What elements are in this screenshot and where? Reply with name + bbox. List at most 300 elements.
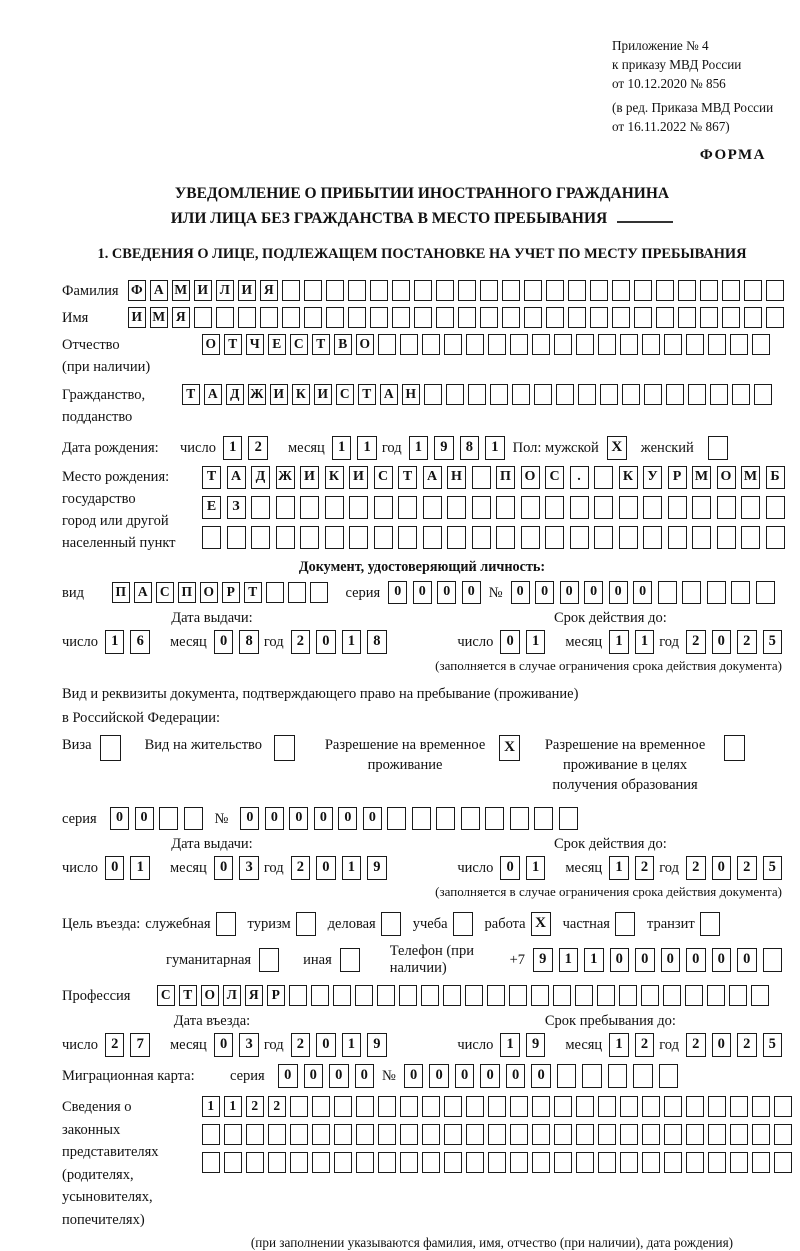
residence-series-cells (110, 807, 203, 830)
form-cell (692, 496, 711, 519)
form-cell: 0 (329, 1064, 349, 1088)
migration-number-label: № (382, 1068, 396, 1084)
migration-card-label: Миграционная карта: (62, 1068, 195, 1084)
month-label: месяц (287, 439, 325, 456)
residence-expiry-day-cells (500, 856, 545, 880)
birth-month-cells (332, 436, 377, 460)
form-cell (290, 1124, 308, 1145)
form-cell (325, 526, 344, 549)
form-cell (598, 1096, 616, 1117)
form-cell (656, 307, 674, 328)
representatives-row1-cells (202, 1096, 792, 1117)
identity-issue-date: число 1 6 месяц 0 8 год 2 0 1 8 (62, 630, 387, 654)
form-cell (692, 526, 711, 549)
form-cell (356, 1124, 374, 1145)
form-cell (246, 1124, 264, 1145)
migration-card-row (62, 1064, 782, 1088)
form-cell (620, 1124, 638, 1145)
form-cell: 1 (485, 436, 505, 460)
entry-date: число 2 7 месяц 0 3 год 2 0 1 9 (62, 1033, 387, 1057)
form-cell (184, 807, 203, 830)
residence-permit-checkbox (274, 735, 295, 761)
form-cell (412, 807, 431, 830)
form-cell: С (374, 466, 393, 489)
form-cell: 0 (511, 581, 530, 604)
phone-cells (533, 948, 782, 972)
form-cell: 2 (737, 630, 757, 654)
form-cell (546, 280, 564, 301)
form-cell (774, 1096, 792, 1117)
form-cell: Ж (248, 384, 266, 405)
form-cell (576, 334, 594, 355)
form-cell (546, 307, 564, 328)
form-cell (594, 466, 613, 489)
form-cell: В (334, 334, 352, 355)
form-cell (436, 280, 454, 301)
form-cell: 0 (609, 581, 628, 604)
form-cell: 1 (342, 856, 362, 880)
form-cell: 0 (712, 630, 732, 654)
section1-heading: 1. СВЕДЕНИЯ О ЛИЦЕ, ПОДЛЕЖАЩЕМ ПОСТАНОВКЕ НА УЧЕТ ПО МЕСТУ ПРЕБЫВАНИЯ (97, 246, 747, 262)
residence-validity-note: (заполняется в случае ограничения срока действия документа) (435, 884, 782, 899)
form-cell: Д (226, 384, 244, 405)
form-cell (398, 496, 417, 519)
form-cell (487, 985, 505, 1006)
identity-issue-day-cells (105, 630, 150, 654)
identity-expiry-year-cells (686, 630, 782, 654)
form-cell: 9 (367, 1033, 387, 1057)
form-cell: 0 (404, 1064, 424, 1088)
form-cell: 1 (332, 436, 352, 460)
form-cell (312, 1124, 330, 1145)
form-cell: О (201, 985, 219, 1006)
form-cell (488, 1096, 506, 1117)
form-cell: Р (668, 466, 687, 489)
form-cell (568, 307, 586, 328)
form-cell: 1 (202, 1096, 220, 1117)
form-cell (744, 280, 762, 301)
residence-issue-year-cells (291, 856, 387, 880)
form-cell (356, 1096, 374, 1117)
form-cell (490, 384, 508, 405)
form-cell: З (227, 496, 246, 519)
form-cell (276, 496, 295, 519)
form-cell: Е (202, 496, 221, 519)
form-cell (414, 307, 432, 328)
form-cell (686, 334, 704, 355)
form-cell: 0 (110, 807, 129, 830)
temporary-residence-checkbox: X (499, 735, 520, 761)
form-cell (643, 496, 662, 519)
representatives-row2-cells (202, 1124, 792, 1145)
form-cell (311, 985, 329, 1006)
form-cell (532, 1096, 550, 1117)
form-cell: С (336, 384, 354, 405)
form-cell (502, 280, 520, 301)
form-cell (398, 526, 417, 549)
form-cell (600, 384, 618, 405)
form-cell (664, 1124, 682, 1145)
form-cell (656, 280, 674, 301)
sex-female-checkbox (708, 436, 728, 460)
form-cell (717, 496, 736, 519)
form-cell (710, 384, 728, 405)
form-cell (578, 384, 596, 405)
form-cell: 0 (289, 807, 308, 830)
form-cell (414, 280, 432, 301)
form-cell (594, 526, 613, 549)
form-cell (620, 334, 638, 355)
form-cell: 2 (105, 1033, 125, 1057)
form-cell: 0 (531, 1064, 551, 1088)
form-cell: П (496, 466, 515, 489)
form-cell (554, 334, 572, 355)
form-cell: 0 (363, 807, 382, 830)
amendment-line: (в ред. Приказа МВД России (612, 100, 774, 115)
form-cell (729, 985, 747, 1006)
form-cell: 1 (223, 436, 243, 460)
form-cell (634, 280, 652, 301)
form-cell (399, 985, 417, 1006)
form-cell (752, 334, 770, 355)
form-cell (348, 307, 366, 328)
given-name-cells (128, 307, 784, 328)
form-cell (424, 384, 442, 405)
form-cell: 0 (635, 948, 655, 972)
form-cell: А (423, 466, 442, 489)
form-cell (707, 581, 726, 604)
form-cell: 8 (367, 630, 387, 654)
form-cell: 2 (635, 1033, 655, 1057)
citizenship-label: Гражданство, подданство (62, 384, 182, 428)
form-cell: 1 (500, 1033, 520, 1057)
form-cell: А (134, 582, 152, 603)
form-cell: 0 (355, 1064, 375, 1088)
form-cell (374, 526, 393, 549)
form-cell (458, 307, 476, 328)
form-cell: Л (216, 280, 234, 301)
form-cell: 2 (291, 1033, 311, 1057)
form-cell: К (325, 466, 344, 489)
form-cell (444, 1096, 462, 1117)
representatives-labels: Сведения о законных представителях (родителях, усыновителях, попечителях) (62, 1099, 159, 1228)
identity-expiry-day-cells (500, 630, 545, 654)
form-cell: 0 (610, 948, 630, 972)
form-cell (682, 581, 701, 604)
migration-series-cells (278, 1064, 374, 1088)
form-cell (612, 280, 630, 301)
birth-place-block (62, 466, 782, 554)
form-cell (752, 1096, 770, 1117)
form-cell: 2 (291, 630, 311, 654)
form-cell: П (112, 582, 130, 603)
residence-expiry-date: число 0 1 месяц 1 2 год 2 0 2 5 (457, 856, 782, 880)
citizenship-row (62, 384, 782, 428)
patronymic-sublabel: (при наличии) (62, 359, 151, 375)
residence-issue-heading: Дата выдачи: (171, 836, 253, 852)
form-cell: 0 (712, 948, 732, 972)
birth-date-group (180, 436, 505, 460)
form-cell: И (238, 280, 256, 301)
form-cell (480, 280, 498, 301)
form-cell (557, 1064, 577, 1088)
form-cell (400, 1096, 418, 1117)
form-cell: 9 (533, 948, 553, 972)
surname-row (62, 280, 782, 302)
form-cell: 0 (737, 948, 757, 972)
form-cell: И (128, 307, 146, 328)
form-cell (510, 334, 528, 355)
citizenship-sublabel: подданство (62, 409, 133, 425)
form-cell (642, 1096, 660, 1117)
form-cell: 0 (500, 630, 520, 654)
form-cell (730, 1096, 748, 1117)
form-cell (521, 526, 540, 549)
form-cell: 0 (560, 581, 579, 604)
form-cell: О (202, 334, 220, 355)
document-title (62, 181, 782, 231)
identity-expiry-month-cells (609, 630, 654, 654)
form-cell: Н (447, 466, 466, 489)
form-cell (378, 1096, 396, 1117)
form-cell (633, 1064, 653, 1088)
form-cell: 0 (240, 807, 259, 830)
form-cell: 0 (304, 1064, 324, 1088)
form-cell (300, 496, 319, 519)
form-cell: Т (398, 466, 417, 489)
form-cell (238, 307, 256, 328)
birth-place-row1-cells (202, 466, 785, 489)
form-cell: 1 (105, 630, 125, 654)
form-cell (423, 526, 442, 549)
entry-day-cells (105, 1033, 150, 1057)
form-cell: 2 (737, 856, 757, 880)
form-cell (678, 280, 696, 301)
form-cell (598, 334, 616, 355)
identity-validity-note: (заполняется в случае ограничения срока действия документа) (435, 658, 782, 673)
form-cell: 1 (635, 630, 655, 654)
option-temporary-residence: Разрешение на временное проживание X (319, 735, 520, 775)
form-cell: 0 (584, 581, 603, 604)
form-cell (531, 985, 549, 1006)
form-cell: 0 (535, 581, 554, 604)
form-cell (251, 526, 270, 549)
form-cell (766, 307, 784, 328)
order-reference (612, 36, 780, 136)
form-cell (325, 496, 344, 519)
form-cell (447, 526, 466, 549)
form-cell (619, 985, 637, 1006)
form-cell: 1 (609, 630, 629, 654)
birth-year-cells (409, 436, 505, 460)
form-cell (686, 1096, 704, 1117)
purpose-business-checkbox (216, 912, 236, 936)
migration-number-cells (404, 1064, 679, 1088)
form-cell: К (292, 384, 310, 405)
option-visa: Виза (62, 735, 121, 761)
form-cell (685, 985, 703, 1006)
form-cell: 0 (278, 1064, 298, 1088)
form-cell (370, 307, 388, 328)
form-cell: 5 (763, 630, 783, 654)
stay-day-cells (500, 1033, 545, 1057)
form-cell: 5 (763, 856, 783, 880)
residence-expiry-heading: Срок действия до: (554, 836, 667, 852)
form-cell (194, 307, 212, 328)
form-cell (355, 985, 373, 1006)
form-cell: 1 (130, 856, 150, 880)
form-cell (509, 985, 527, 1006)
form-cell: 0 (500, 856, 520, 880)
form-cell: Т (224, 334, 242, 355)
form-cell: 0 (712, 856, 732, 880)
form-cell: 7 (130, 1033, 150, 1057)
form-cell: 1 (584, 948, 604, 972)
profession-label: Профессия (62, 988, 131, 1004)
form-cell (159, 807, 178, 830)
form-cell: 0 (105, 856, 125, 880)
form-cell (510, 1096, 528, 1117)
form-cell (700, 280, 718, 301)
form-cell: Р (222, 582, 240, 603)
form-cell: 2 (635, 856, 655, 880)
form-cell (472, 496, 491, 519)
form-cell (485, 807, 504, 830)
birth-place-labels: Место рождения: государство город или другой населенный пункт (62, 469, 176, 551)
form-cell (619, 526, 638, 549)
form-cell (304, 307, 322, 328)
residence-doc-series-row (62, 807, 782, 830)
birth-place-row3-cells (202, 526, 785, 549)
sex-female-label: женский (640, 440, 694, 456)
form-cell: С (156, 582, 174, 603)
form-cell (468, 384, 486, 405)
form-cell (266, 582, 284, 603)
form-cell (545, 496, 564, 519)
form-cell (461, 807, 480, 830)
form-cell (334, 1096, 352, 1117)
option-residence-permit: Вид на жительство (145, 735, 295, 761)
form-cell (707, 985, 725, 1006)
form-cell (502, 307, 520, 328)
form-cell (663, 985, 681, 1006)
residence-expiry-year-cells (686, 856, 782, 880)
form-cell (202, 1124, 220, 1145)
form-cell (472, 466, 491, 489)
form-cell (524, 280, 542, 301)
form-cell: 2 (686, 1033, 706, 1057)
form-cell: 2 (291, 856, 311, 880)
form-cell: 0 (413, 581, 432, 604)
form-cell (300, 526, 319, 549)
residence-number-cells (240, 807, 578, 830)
entry-purpose-label: Цель въезда: (62, 915, 141, 932)
ref-line: к приказу МВД России (612, 57, 742, 72)
patronymic-cells (202, 334, 770, 355)
form-cell (458, 280, 476, 301)
patronymic-row (62, 334, 782, 378)
form-cell (422, 1096, 440, 1117)
form-cell: 1 (357, 436, 377, 460)
form-cell (731, 581, 750, 604)
form-cell (400, 1124, 418, 1145)
form-cell (664, 334, 682, 355)
form-cell (763, 948, 783, 972)
representatives-rows (202, 1096, 792, 1231)
form-cell (387, 807, 406, 830)
form-cell: С (545, 466, 564, 489)
form-cell: 2 (686, 856, 706, 880)
form-cell (641, 985, 659, 1006)
form-cell (436, 307, 454, 328)
stay-until-heading: Срок пребывания до: (544, 1013, 676, 1029)
form-cell: 1 (342, 630, 362, 654)
form-cell: 2 (248, 436, 268, 460)
purpose-study-checkbox (453, 912, 473, 936)
form-cell (466, 1124, 484, 1145)
form-cell (553, 985, 571, 1006)
form-cell: 1 (609, 1033, 629, 1057)
stay-year-cells (686, 1033, 782, 1057)
form-cell (664, 1096, 682, 1117)
form-cell: Я (260, 280, 278, 301)
form-label: ФОРМА (699, 147, 766, 163)
form-cell: А (380, 384, 398, 405)
form-cell (370, 280, 388, 301)
form-cell (594, 496, 613, 519)
form-cell (708, 1096, 726, 1117)
form-cell (326, 280, 344, 301)
given-name-label: Имя (62, 310, 89, 326)
form-cell (668, 526, 687, 549)
form-cell: 0 (437, 581, 456, 604)
residence-number-label: № (214, 810, 229, 827)
form-cell: 0 (135, 807, 154, 830)
form-cell (227, 526, 246, 549)
form-cell (334, 1124, 352, 1145)
residence-expiry-month-cells (609, 856, 654, 880)
entry-year-cells (291, 1033, 387, 1057)
residence-doc-intro: Вид и реквизиты документа, подтверждающего право на пребывание (проживание) в Российской Федерации: (62, 686, 579, 726)
form-cell (466, 1096, 484, 1117)
entry-date-heading: Дата въезда: (173, 1013, 251, 1029)
form-cell (570, 526, 589, 549)
form-cell: 0 (314, 807, 333, 830)
form-cell: Ф (128, 280, 146, 301)
form-cell (717, 526, 736, 549)
surname-cells (128, 280, 784, 301)
form-cell (598, 1124, 616, 1145)
form-cell: 2 (268, 1096, 286, 1117)
form-cell (510, 807, 529, 830)
form-cell: Т (358, 384, 376, 405)
amendment-line: от 16.11.2022 № 867) (612, 119, 730, 134)
form-cell (642, 1124, 660, 1145)
form-cell (443, 985, 461, 1006)
form-cell (348, 280, 366, 301)
form-cell: 0 (214, 630, 234, 654)
form-cell (634, 307, 652, 328)
entry-month-cells (214, 1033, 259, 1057)
form-cell (446, 384, 464, 405)
form-cell: Т (179, 985, 197, 1006)
purpose-private-checkbox (615, 912, 635, 936)
form-cell (444, 1124, 462, 1145)
identity-series-label: серия (345, 584, 381, 601)
form-cell: И (300, 466, 319, 489)
representatives-block (62, 1096, 782, 1231)
form-cell: 8 (239, 630, 259, 654)
